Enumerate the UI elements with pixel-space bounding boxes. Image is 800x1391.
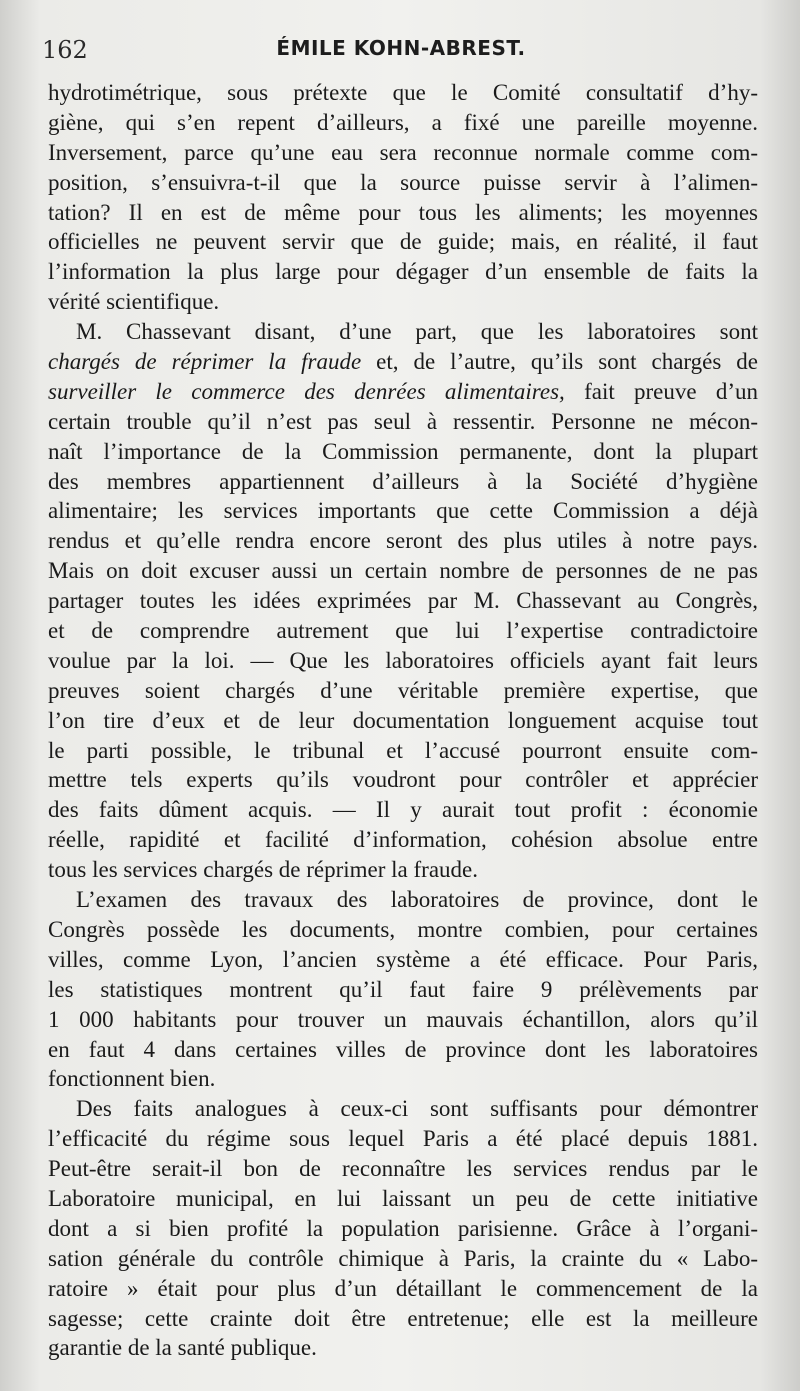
text-line: Laboratoire municipal, en lui laissant un peu de cette initiative bbox=[48, 1185, 758, 1211]
text-line: vérité scientifique. bbox=[48, 289, 220, 315]
text-line: tous les services chargés de réprimer la fraude. bbox=[48, 857, 479, 883]
text-line: fonctionnent bien. bbox=[48, 1066, 216, 1092]
text-line: alimentaire; les services importants que cette Commission a déjà bbox=[48, 498, 758, 524]
text-line: Mais on doit excuser aussi un certain nombre de personnes de ne pas bbox=[48, 558, 758, 584]
paragraph-4 bbox=[48, 1094, 758, 1363]
text-line: sagesse; cette crainte doit être entretenue; elle est la meilleure bbox=[48, 1305, 758, 1331]
text-line: Inversement, parce qu’une eau sera reconnue normale comme com- bbox=[48, 139, 758, 165]
text-line: des membres appartiennent d’ailleurs à la Société d’hygiène bbox=[48, 468, 758, 494]
text-line: réelle, rapidité et facilité d’information, cohésion absolue entre bbox=[48, 827, 758, 853]
text-line: Congrès possède les documents, montre combien, pour certaines bbox=[48, 916, 758, 942]
text-line: 1 000 habitants pour trouver un mauvais échantillon, alors qu’il bbox=[48, 1006, 758, 1032]
text-line-italic-phrase: surveiller le commerce des denrées alimentaires, fait preuve d’un bbox=[48, 378, 758, 404]
paragraph-3 bbox=[48, 885, 758, 1094]
text-line: les statistiques montrent qu’il faut faire 9 prélèvements par bbox=[48, 976, 758, 1002]
text-line: voulue par la loi. — Que les laboratoires officiels ayant fait leurs bbox=[48, 647, 758, 673]
text-line: preuves soient chargés d’une véritable première expertise, que bbox=[48, 677, 758, 703]
text-line: naît l’importance de la Commission permanente, dont la plupart bbox=[48, 438, 758, 464]
text-line: Peut-être serait-il bon de reconnaître les services rendus par le bbox=[48, 1156, 758, 1182]
text-line: M. Chassevant disant, d’une part, que les laboratoires sont bbox=[76, 319, 758, 345]
text-line: rendus et qu’elle rendra encore seront des plus utiles à notre pays. bbox=[48, 528, 758, 554]
text-line: hydrotimétrique, sous prétexte que le Comité consultatif d’hy- bbox=[48, 80, 758, 105]
text-line: en faut 4 dans certaines villes de province dont les laboratoires bbox=[48, 1036, 758, 1062]
text-line: l’on tire d’eux et de leur documentation longuement acquise tout bbox=[48, 707, 758, 733]
text-line: L’examen des travaux des laboratoires de province, dont le bbox=[76, 887, 758, 913]
text-line: villes, comme Lyon, l’ancien système a été efficace. Pour Paris, bbox=[48, 946, 758, 972]
text-line: dont a si bien profité la population parisienne. Grâce à l’organi- bbox=[48, 1215, 758, 1241]
text-line: et de comprendre autrement que lui l’expertise contradictoire bbox=[48, 618, 758, 644]
text-line: l’information la plus large pour dégager d’un ensemble de faits la bbox=[48, 259, 758, 285]
text-line: mettre tels experts qu’ils voudront pour contrôler et apprécier bbox=[48, 767, 758, 793]
text-line: Des faits analogues à ceux-ci sont suffisants pour démontrer bbox=[76, 1096, 758, 1122]
text-line: le parti possible, le tribunal et l’accusé pourront ensuite com- bbox=[48, 737, 758, 763]
text-line: position, s’ensuivra-t-il que la source puisse servir à l’alimen- bbox=[48, 169, 758, 195]
text-line: tation? Il en est de même pour tous les aliments; les moyennes bbox=[48, 199, 758, 225]
text-line: ratoire » était pour plus d’un détaillant le commencement de la bbox=[48, 1275, 758, 1301]
running-title: ÉMILE KOHN-ABREST. bbox=[276, 36, 526, 60]
running-head bbox=[42, 32, 760, 68]
paragraph-1 bbox=[48, 78, 758, 317]
text-line-italic-phrase: chargés de réprimer la fraude et, de l’autre, qu’ils sont chargés de bbox=[48, 349, 758, 375]
body-text bbox=[48, 78, 758, 1363]
text-line: partager toutes les idées exprimées par M. Chassevant au Congrès, bbox=[48, 588, 758, 614]
page-number: 162 bbox=[42, 36, 88, 64]
text-line: garantie de la santé publique. bbox=[48, 1335, 317, 1361]
text-line: officielles ne peuvent servir que de guide; mais, en réalité, il faut bbox=[48, 229, 758, 255]
paragraph-2 bbox=[48, 317, 758, 885]
text-line: giène, qui s’en repent d’ailleurs, a fixé une pareille moyenne. bbox=[48, 109, 758, 135]
text-line: des faits dûment acquis. — Il y aurait tout profit : économie bbox=[48, 797, 758, 823]
text-line: l’efficacité du régime sous lequel Paris a été placé depuis 1881. bbox=[48, 1126, 758, 1152]
text-line: sation générale du contrôle chimique à Paris, la crainte du « Labo- bbox=[48, 1245, 758, 1271]
text-line: certain trouble qu’il n’est pas seul à ressentir. Personne ne mécon- bbox=[48, 408, 758, 434]
